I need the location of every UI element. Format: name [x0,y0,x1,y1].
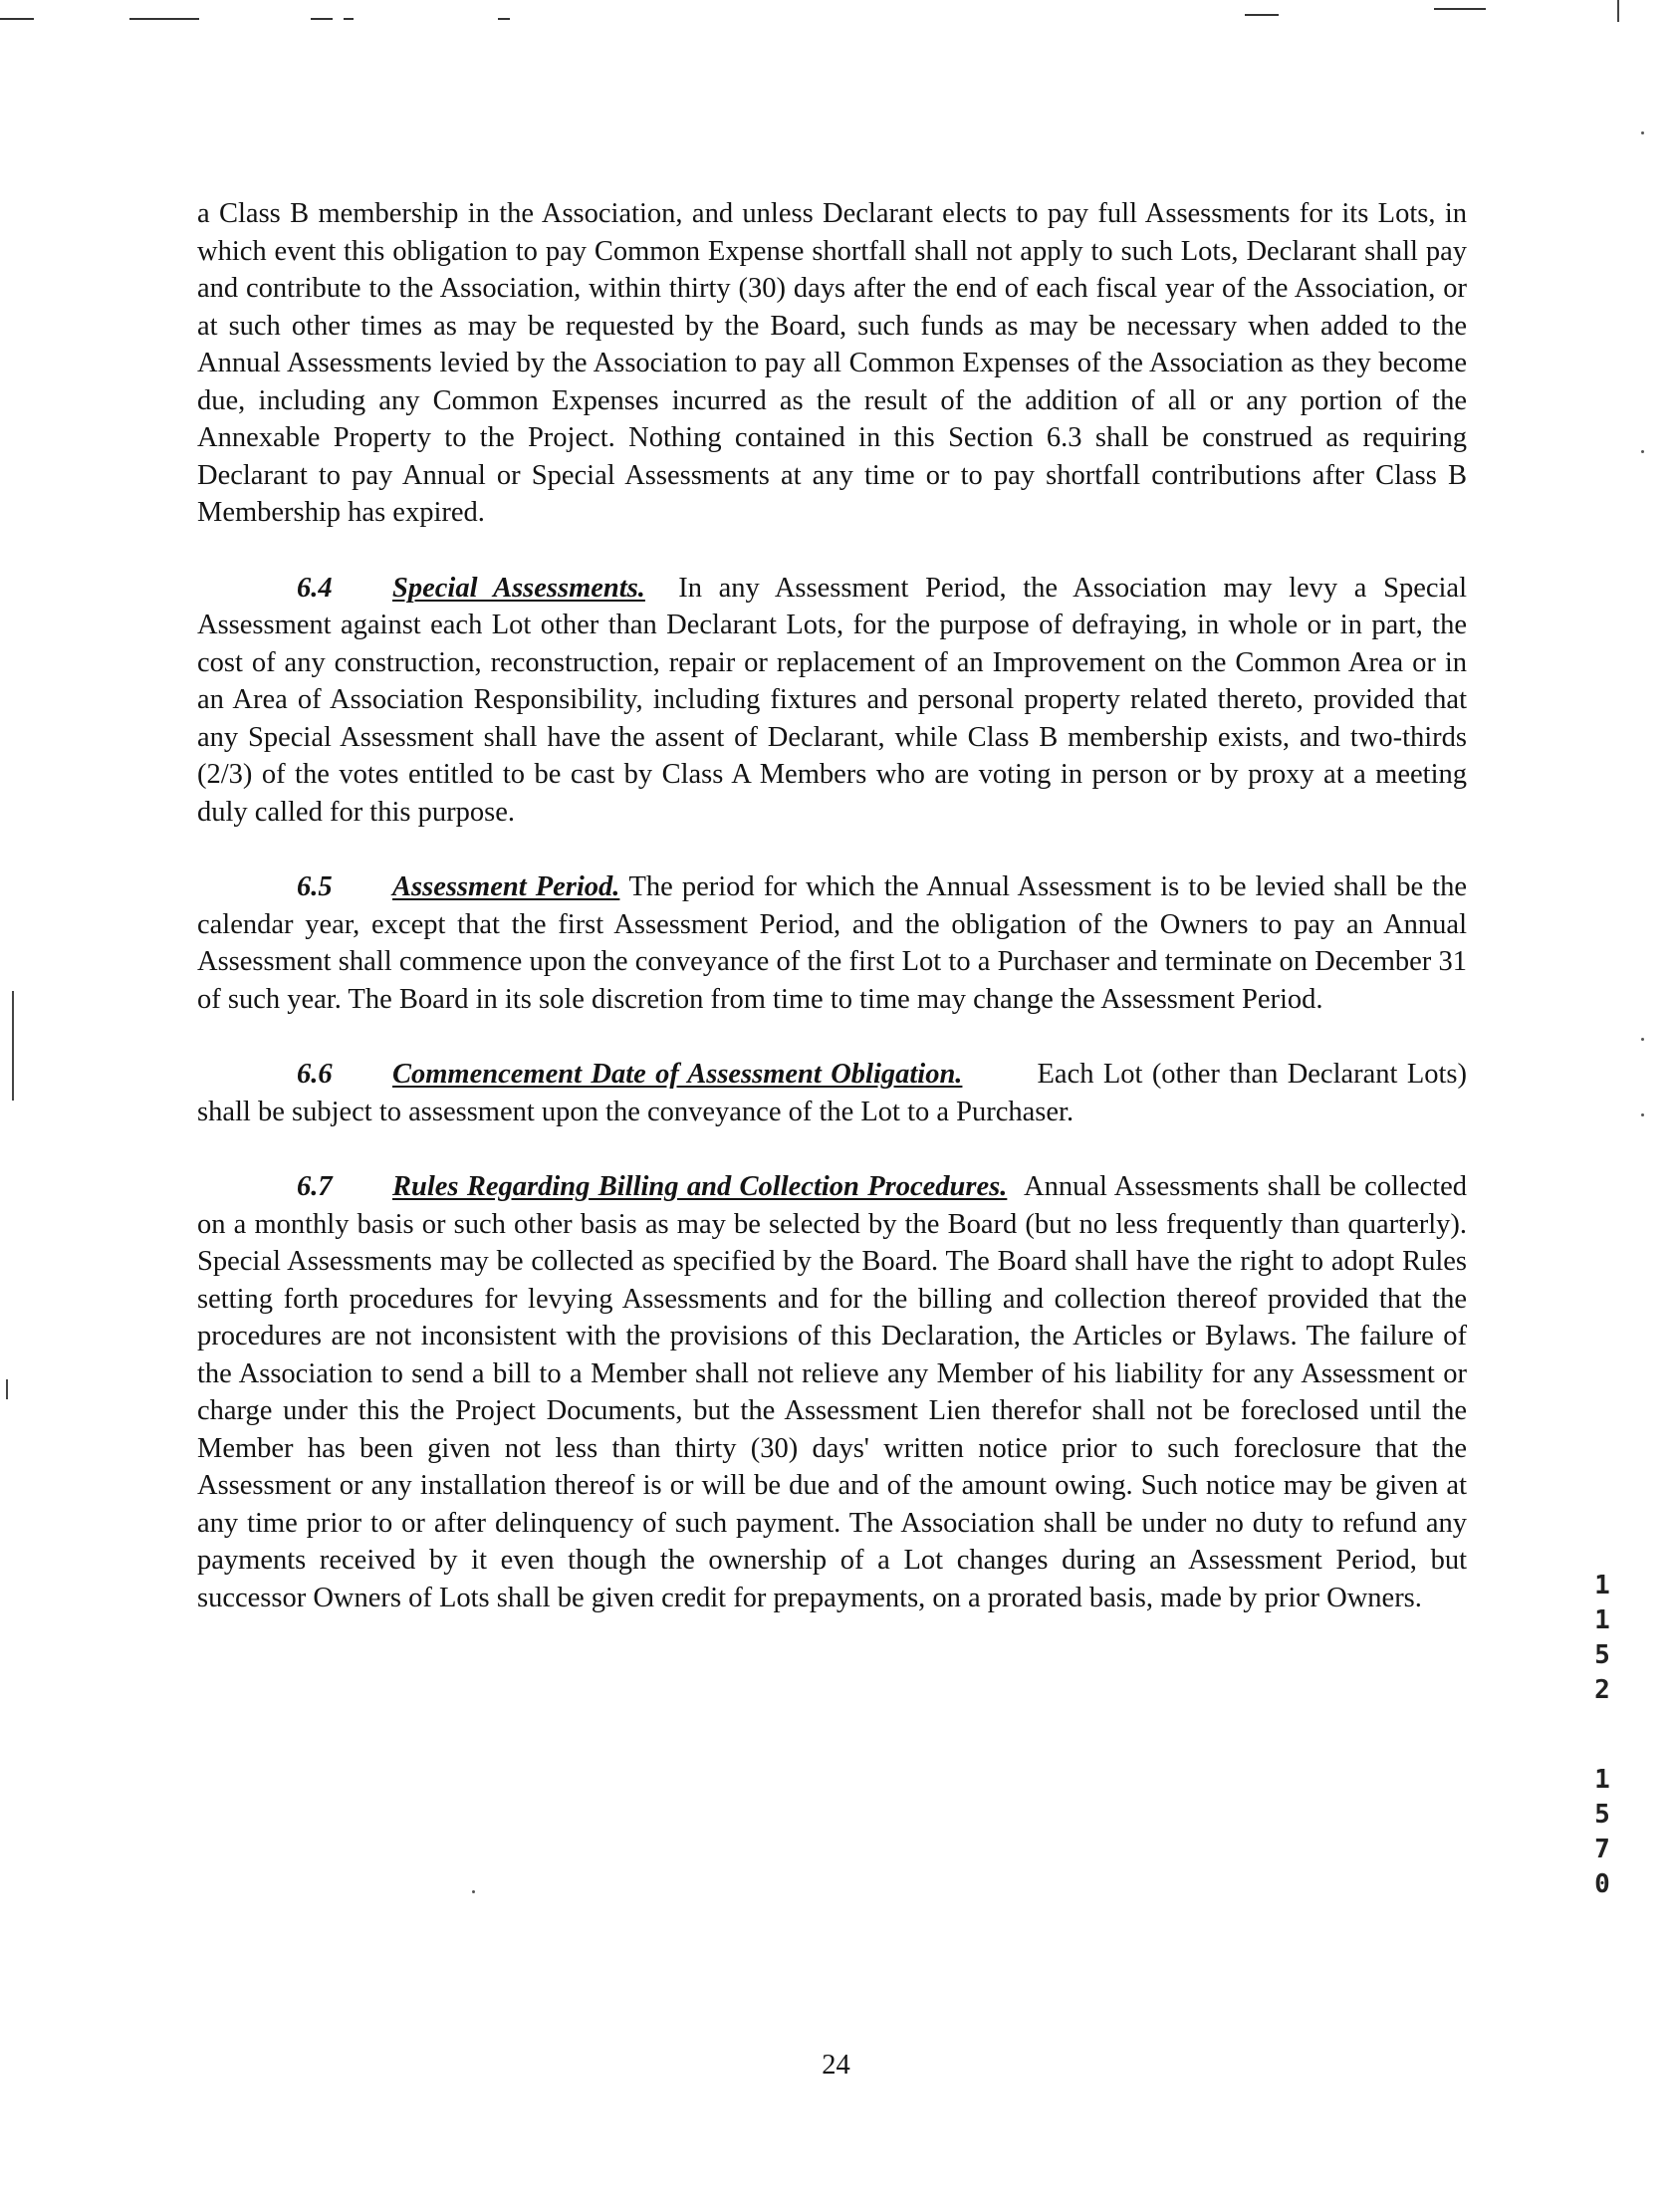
section-6-6 [197,1056,1467,1130]
stamp-digits: 1 5 7 0 [1594,1765,1610,1899]
recording-stamp-top [1587,1569,1617,1708]
section-title: Rules Regarding Billing and Collection Procedures. [392,1171,1008,1202]
margin-dot [1641,450,1644,453]
section-title: Commencement Date of Assessment Obligation. [392,1059,963,1090]
scan-artifact-line [344,18,354,20]
scan-artifact-line [1245,14,1279,16]
margin-dot [1641,1113,1644,1116]
document-body [197,195,1467,1616]
section-number: 6.4 [297,572,333,604]
margin-mark [6,1379,8,1399]
recording-stamp-bottom [1587,1763,1617,1902]
section-6-7 [197,1168,1467,1616]
scan-artifact-line [498,18,510,20]
section-number: 6.5 [297,871,333,902]
scan-artifact-line [129,18,199,20]
section-body: In any Assessment Period, the Association may levy a Special Assessment against each Lot other than Declarant Lots, for the purpose of defraying, in whole or in part, the cost of any construction, reconstruction, repair or replacement of an Improvement on the Common Area or in an Area of Association Responsibility, including fixtures and personal property related thereto, provided that any Special Assessment shall have the assent of Declarant, while Class B membership exists, and two-thirds (2/3) of the votes entitled to be cast by Class A Members who are voting in person or by proxy at a meeting duly called for this purpose. [197,572,1467,828]
margin-dot [1641,131,1644,134]
margin-dot [1641,1038,1644,1041]
section-title: Special Assessments. [392,572,645,604]
intro-paragraph: a Class B membership in the Association, and unless Declarant elects to pay full Assessments for its Lots, in which event this obligation to pay Common Expense shortfall shall not apply to such Lots, Declarant shall pay and contribute to the Association, within thirty (30) days after the end of each fiscal year of the Association, or at such other times as may be requested by the Board, such funds as may be necessary when added to the Annual Assessments levied by the Association to pay all Common Expenses of the Association as they become due, including any Common Expenses incurred as the result of the addition of all or any portion of the Annexable Property to the Project. Nothing contained in this Section 6.3 shall be construed as requiring Declarant to pay Annual or Special Assessments at any time or to pay shortfall contributions after Class B Membership has expired. [197,198,1467,528]
scan-artifact-edge [1617,0,1619,22]
section-title: Assessment Period. [392,871,620,902]
section-body: Each Lot (other than Declarant Lots) shall be subject to assessment upon the conveyance of the Lot to a Purchaser. [197,1059,1468,1127]
page-number: 24 [822,2050,850,2081]
margin-dot [472,1890,475,1893]
section-6-4 [197,570,1467,832]
scan-artifact-line [311,18,333,20]
section-6-5 [197,868,1467,1018]
margin-mark [12,991,14,1101]
scan-artifact-line [0,18,34,20]
section-body: Annual Assessments shall be collected on a monthly basis or such other basis as may be selected by the Board (but no less frequently than quarterly). Special Assessments may be collected as specified by the Board. The Board shall have the right to adopt Rules setting forth procedures for levying Assessments and for the billing and collection thereof provided that the procedures are not inconsistent with the provisions of this Declaration, the Articles or Bylaws. The failure of the Association to send a bill to a Member shall not relieve any Member of his liability for any Assessment or charge under this the Project Documents, but the Assessment Lien therefor shall not be foreclosed until the Member has been given not less than thirty (30) days' written notice prior to such foreclosure that the Assessment or any installation thereof is or will be due and of the amount owing. Such notice may be given at any time prior to or after delinquency of such payment. The Association shall be under no duty to refund any payments received by it even though the ownership of a Lot changes during an Assessment Period, but successor Owners of Lots shall be given credit for prepayments, on a prorated basis, made by prior Owners. [197,1171,1468,1613]
section-body: The period for which the Annual Assessment is to be levied shall be the calendar year, except that the first Assessment Period, and the obligation of the Owners to pay an Annual Assessment shall commence upon the conveyance of the first Lot to a Purchaser and terminate on December 31 of such year. The Board in its sole discretion from time to time may change the Assessment Period. [197,871,1467,1015]
section-number: 6.6 [297,1059,333,1090]
scan-artifact-line [1434,8,1486,10]
section-number: 6.7 [297,1171,333,1202]
stamp-digits: 1 1 5 2 [1594,1571,1610,1705]
